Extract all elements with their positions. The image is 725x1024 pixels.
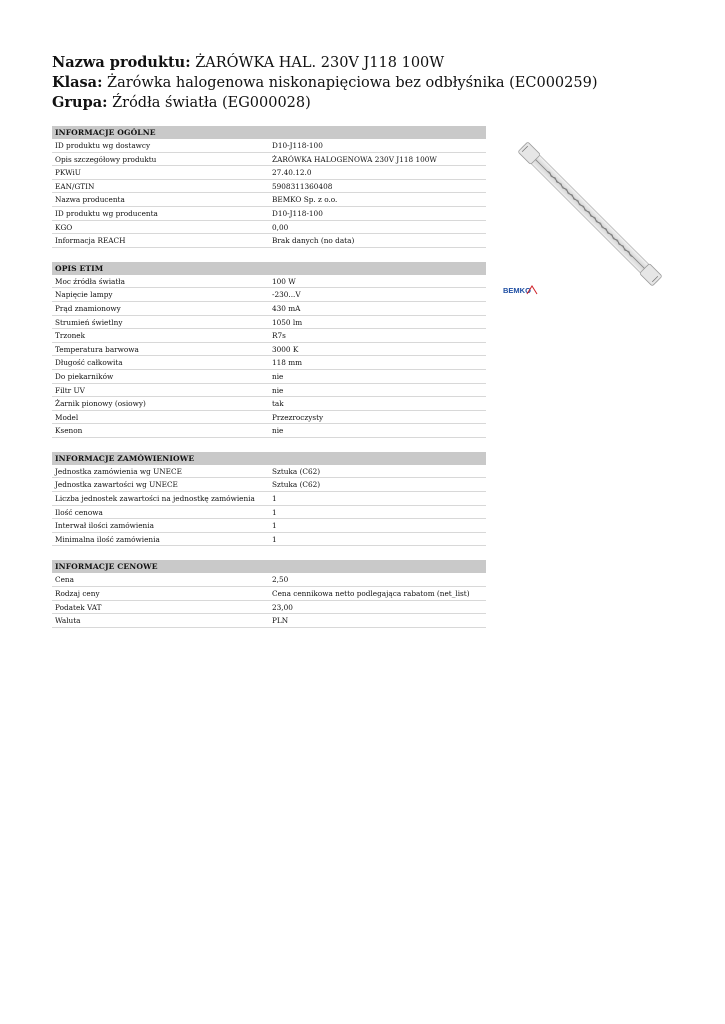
section-header: OPIS ETIM [52,262,486,275]
table-row [52,370,486,384]
row-value: tak [272,399,284,409]
table-row [52,153,486,167]
table-row [52,424,486,438]
table-row [52,180,486,194]
table-row [52,492,486,506]
row-label: Jednostka zawartości wg UNECE [55,480,178,490]
table-row [52,506,486,520]
row-value: 23,00 [272,602,293,612]
row-label: ID produktu wg dostawcy [55,141,151,150]
row-value: 3000 K [272,344,299,354]
row-value: D10-J118-100 [272,208,323,218]
row-value: 27.40.12.0 [272,168,312,178]
table-row [52,193,486,207]
row-label: PKWiU [55,168,81,178]
table-row [52,166,486,180]
row-label: Opis szczegółowy produktu [55,154,157,164]
product-group-label: Grupa: [52,94,108,111]
table-row [52,302,486,316]
row-label: Waluta [55,616,81,626]
row-value: Brak danych (no data) [272,236,355,246]
table-row [52,207,486,221]
row-value: ŻARÓWKA HALOGENOWA 230V J118 100W [272,154,437,164]
row-label: Filtr UV [55,385,85,395]
row-label: Interwał ilości zamówienia [55,521,154,531]
table-row [52,614,486,628]
row-value: nie [272,371,284,381]
row-label: Jednostka zamówienia wg UNECE [55,466,182,476]
table-row [52,329,486,343]
product-class-value: Żarówka halogenowa niskonapięciowa bez odbłyśnika (EC000259) [107,75,598,91]
section-2 [52,452,486,547]
row-value: PLN [272,616,289,626]
section-1 [52,262,486,438]
table-row [52,397,486,411]
row-value: 100 W [272,276,296,286]
row-value: Cena cennikowa netto podlegająca rabatom (net_list) [272,589,470,599]
table-row [52,356,486,370]
table-row [52,384,486,398]
row-label: EAN/GTIN [55,181,95,191]
row-label: Do piekarników [55,371,114,381]
table-row [52,411,486,425]
row-value: nie [272,426,284,436]
row-value: 1 [272,521,277,531]
row-label: Żarnik pionowy (osiowy) [55,399,146,409]
section-header: INFORMACJE OGÓLNE [52,126,486,139]
row-label: Ksenon [55,426,83,436]
row-value: 430 mA [272,303,301,313]
product-header [52,53,712,113]
table-row [52,587,486,601]
row-value: 0,00 [272,222,289,232]
product-class-label: Klasa: [52,74,103,91]
table-row [52,573,486,587]
row-label: Trzonek [55,331,86,341]
halogen-bulb-image [500,126,680,301]
table-row [52,139,486,153]
row-label: Prąd znamionowy [55,303,121,313]
row-label: Minimalna ilość zamówienia [55,534,160,544]
table-row [52,601,486,615]
table-row [52,465,486,479]
row-label: Cena [55,575,74,585]
row-label: ID produktu wg producenta [55,208,158,218]
bemko-logo [503,282,539,296]
row-value: 118 mm [272,358,303,368]
row-value: 1050 lm [272,317,303,327]
section-header: INFORMACJE ZAMÓWIENIOWE [52,452,486,465]
table-row [52,478,486,492]
row-label: Liczba jednostek zawartości na jednostkę zamówienia [55,494,255,504]
row-label: Temperatura barwowa [55,344,139,354]
row-label: Strumień świetlny [55,317,123,327]
table-row [52,234,486,248]
row-value: Przezroczysty [272,412,324,422]
row-value: 1 [272,494,277,504]
row-label: KGO [55,222,73,232]
section-3 [52,560,486,627]
product-class-line [52,73,712,93]
row-label: Ilość cenowa [55,507,103,517]
row-value: R7s [272,331,286,341]
row-label: Długość całkowita [55,358,123,368]
table-row [52,343,486,357]
product-group-line [52,93,712,113]
product-name-value: ŻARÓWKA HAL. 230V J118 100W [195,55,445,71]
row-value: nie [272,385,284,395]
row-value: Sztuka (C62) [272,466,321,476]
row-label: Podatek VAT [55,602,102,612]
table-row [52,519,486,533]
table-row [52,316,486,330]
row-value: 1 [272,534,277,544]
spec-tables [52,126,486,642]
product-group-value: Źródła światła (EG000028) [112,95,311,111]
section-0 [52,126,486,248]
row-label: Model [55,412,79,422]
row-value: Sztuka (C62) [272,480,321,490]
row-label: Rodzaj ceny [55,589,100,599]
table-row [52,275,486,289]
row-value: 2,50 [272,575,289,585]
row-label: Informacja REACH [55,236,126,246]
row-label: Napięcie lampy [55,290,113,300]
row-value: -230...V [272,290,301,300]
table-row [52,221,486,235]
table-row [52,533,486,547]
row-value: 1 [272,507,277,517]
row-value: 5908311360408 [272,181,333,191]
svg-text:BEMKO: BEMKO [503,286,531,295]
product-name-label: Nazwa produktu: [52,54,191,71]
row-label: Moc źródła światła [55,276,126,286]
row-value: D10-J118-100 [272,141,323,150]
row-value: BEMKO Sp. z o.o. [272,195,338,205]
product-name-line [52,53,712,73]
table-row [52,288,486,302]
row-label: Nazwa producenta [55,195,125,205]
section-header: INFORMACJE CENOWE [52,560,486,573]
